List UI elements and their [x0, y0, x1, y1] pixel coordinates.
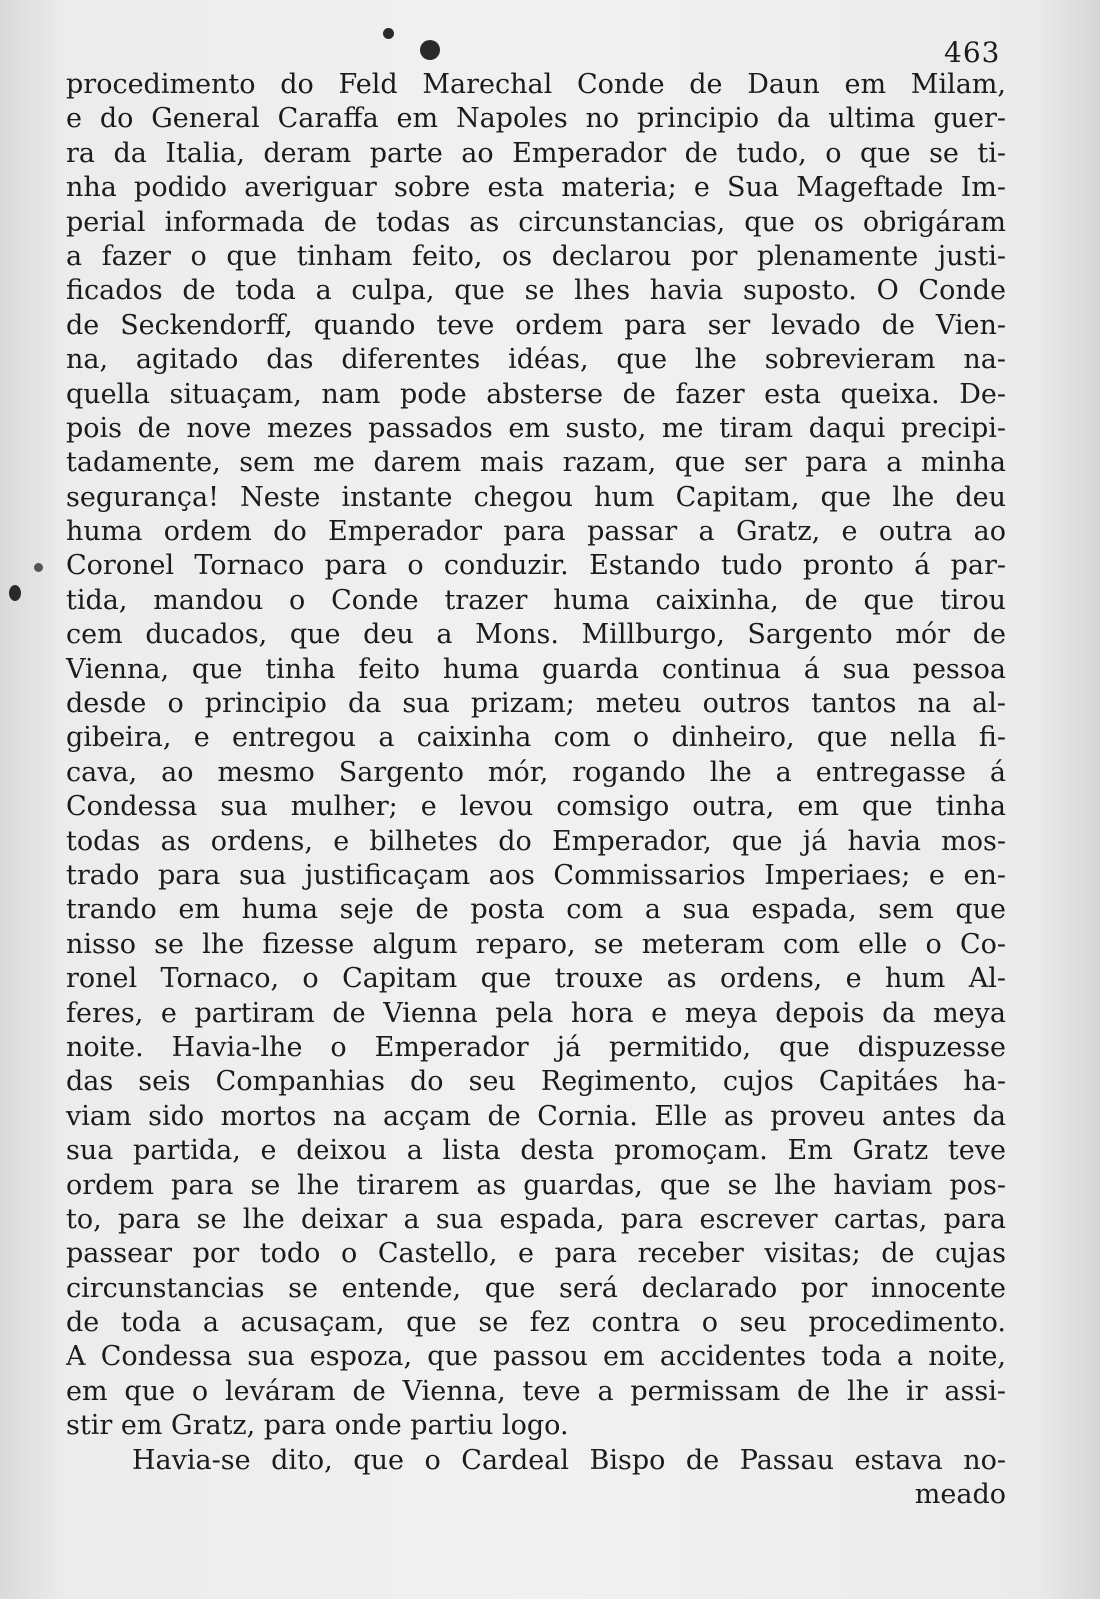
text-line: feres, e partiram de Vienna pela hora e meya depois da meya: [66, 997, 1006, 1029]
text-line: cem ducados, que deu a Mons. Millburgo, Sargento mór de: [66, 619, 1006, 651]
text-line: tida, mandou o Conde trazer huma caixinha, de que tirou: [66, 584, 1006, 616]
text-line: Condessa sua mulher; e levou comsigo outra, em que tinha: [66, 791, 1006, 823]
text-line: ordem para se lhe tirarem as guardas, que se lhe haviam pos-: [66, 1169, 1006, 1201]
ink-blot: [383, 28, 394, 39]
text-line: passear por todo o Castello, e para receber visitas; de cujas: [66, 1238, 1006, 1270]
text-line: meado: [914, 1479, 1006, 1511]
text-line: nisso se lhe fizesse algum reparo, se meteram com elle o Co-: [66, 928, 1006, 960]
text-line: Vienna, que tinha feito huma guarda continua á sua pessoa: [66, 653, 1006, 685]
text-line: nha podido averiguar sobre esta materia; e Sua Mageftade Im-: [66, 172, 1006, 204]
page-number: 463: [944, 36, 1001, 69]
text-line: gibeira, e entregou a caixinha com o dinheiro, que nella fi-: [66, 722, 1006, 754]
text-line: ficados de toda a culpa, que se lhes havia suposto. O Conde: [66, 275, 1006, 307]
text-line: Havia-se dito, que o Cardeal Bispo de Passau estava no-: [132, 1444, 1006, 1476]
text-line: A Condessa sua espoza, que passou em accidentes toda a noite,: [66, 1341, 1006, 1373]
text-line: viam sido mortos na acçam de Cornia. Elle as proveu antes da: [66, 1100, 1006, 1132]
text-line: huma ordem do Emperador para passar a Gratz, e outra ao: [66, 516, 1006, 548]
text-line: das seis Companhias do seu Regimento, cujos Capitáes ha-: [66, 1066, 1006, 1098]
text-line: na, agitado das diferentes idéas, que lhe sobrevieram na-: [66, 344, 1006, 376]
text-line: noite. Havia-lhe o Emperador já permitido, que dispuzesse: [66, 1031, 1006, 1063]
text-line: ra da Italia, deram parte ao Emperador de tudo, o que se ti-: [66, 137, 1006, 169]
text-line: todas as ordens, e bilhetes do Emperador, que já havia mos-: [66, 825, 1006, 857]
text-line: perial informada de todas as circunstancias, que os obrigáram: [66, 206, 1006, 238]
text-line: de Seckendorff, quando teve ordem para ser levado de Vien-: [66, 309, 1006, 341]
text-line: to, para se lhe deixar a sua espada, para escrever cartas, para: [66, 1203, 1006, 1235]
text-line: trado para sua justificaçam aos Commissarios Imperiaes; e en-: [66, 859, 1006, 891]
text-line: cava, ao mesmo Sargento mór, rogando lhe a entregasse á: [66, 756, 1006, 788]
ink-blot: [420, 40, 440, 60]
text-line: trando em huma seje de posta com a sua espada, sem que: [66, 894, 1006, 926]
text-line: a fazer o que tinham feito, os declarou por plenamente justi-: [66, 240, 1006, 272]
text-line: procedimento do Feld Marechal Conde de Daun em Milam,: [66, 69, 1006, 100]
page-text: [66, 68, 1006, 1512]
text-line: ronel Tornaco, o Capitam que trouxe as ordens, e hum Al-: [66, 963, 1006, 995]
text-line: tadamente, sem me darem mais razam, que ser para a minha: [66, 447, 1006, 479]
ink-blot: [9, 585, 21, 601]
text-line: Coronel Tornaco para o conduzir. Estando tudo pronto á par-: [66, 550, 1006, 582]
text-line: em que o leváram de Vienna, teve a permissam de lhe ir assi-: [66, 1375, 1006, 1407]
text-line: circunstancias se entende, que será declarado por innocente: [66, 1272, 1006, 1304]
text-line: de toda a acusaçam, que se fez contra o seu procedimento.: [66, 1307, 1006, 1339]
ink-blot: [34, 563, 43, 572]
text-line: stir em Gratz, para onde partiu logo.: [66, 1410, 569, 1442]
text-line: sua partida, e deixou a lista desta promoçam. Em Gratz teve: [66, 1135, 1006, 1167]
text-line: pois de nove mezes passados em susto, me tiram daqui precipi-: [66, 412, 1006, 444]
text-line: quella situaçam, nam pode absterse de fazer esta queixa. De-: [66, 378, 1006, 410]
text-line: desde o principio da sua prizam; meteu outros tantos na al-: [66, 688, 1006, 720]
text-line: e do General Caraffa em Napoles no principio da ultima guer-: [66, 103, 1006, 135]
text-line: segurança! Neste instante chegou hum Capitam, que lhe deu: [66, 481, 1006, 513]
